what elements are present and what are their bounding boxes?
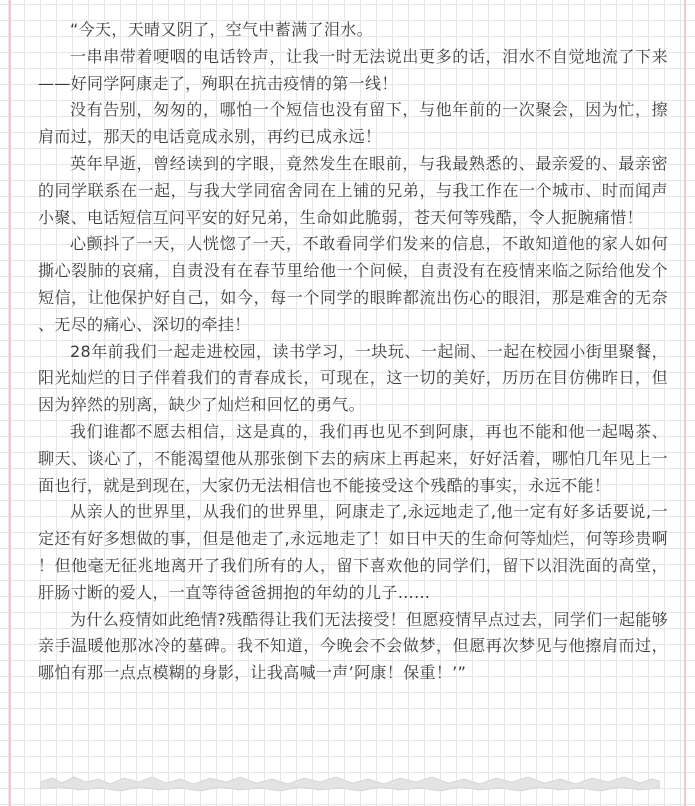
paragraph: 一串串带着哽咽的电话铃声，让我一时无法说出更多的话，泪水不自觉地流了下来——好同学阿康走了，殉职在抗击疫情的第一线！ [38, 46, 668, 93]
paragraph: 心颤抖了一天，人恍惚了一天，不敢看同学们发来的信息，不敢知道他的家人如何撕心裂肺的哀痛，自责没有在春节里给他一个问候，自责没有在疫情来临之际给他发个短信，让他保护好自己，如今，每一个同学的眼眸都流出伤心的眼泪，那是难舍的无奈、无尽的痛心、深切的牵挂！ [38, 234, 668, 334]
paragraph: “今天，天晴又阴了，空气中蓄满了泪水。 [70, 20, 373, 39]
paragraph: 从亲人的世界里，从我们的世界里，阿康走了,永远地走了,他一定有好多话要说,一定还有好多想做的事，但是他走了,永远地走了！如日中天的生命何等灿烂，何等珍贵啊！但他毫无征兆地离开了我们所有的人，留下喜欢他的同学们，留下以泪洗面的高堂，肝肠寸断的爱人，一直等待爸爸拥抱的年幼的儿子…… [38, 502, 668, 602]
paragraph: 我们谁都不愿去相信，这是真的，我们再也见不到阿康，再也不能和他一起喝茶、聊天、谈心了，不能渴望他从那张倒下去的病床上再起来，好好活着，哪怕几年见上一面也行，就是到现在，大家仍无法相信也不能接受这个残酷的事实，永远不能！ [38, 421, 668, 495]
paragraph: 为什么疫情如此绝情?残酷得让我们无法接受！但愿疫情早点过去，同学们一起能够亲手温暖他那冰冷的墓碑。我不知道，今晚会不会做梦，但愿再次梦见与他擦肩而过，哪怕有那一点点模糊的身影，让我高喊一声’阿康！保重！’” [38, 609, 668, 683]
article-body [38, 17, 668, 687]
left-border-line [9, 0, 11, 806]
paragraph: 没有告别，匆匆的，哪怕一个短信也没有留下，与他年前的一次聚会，因为忙，擦肩而过，那天的电话竟成永别，再约已成永远！ [38, 100, 668, 147]
torn-paper-edge [40, 768, 660, 794]
right-border-line [684, 0, 686, 806]
paragraph: 英年早逝，曾经读到的字眼，竟然发生在眼前，与我最熟悉的、最亲爱的、最亲密的同学联系在一起，与我大学同宿舍同在上铺的兄弟，与我工作在一个城市、时而闻声小聚、电话短信互问平安的好兄弟，生命如此脆弱，苍天何等残酷，令人扼腕痛惜！ [38, 153, 668, 227]
paragraph: 28年前我们一起走进校园，读书学习，一块玩、一起闹、一起在校园小街里聚餐，阳光灿烂的日子伴着我们的青春成长，可现在，这一切的美好，历历在目仿佛昨日，但因为猝然的别离，缺少了灿烂和回忆的勇气。 [38, 341, 668, 415]
